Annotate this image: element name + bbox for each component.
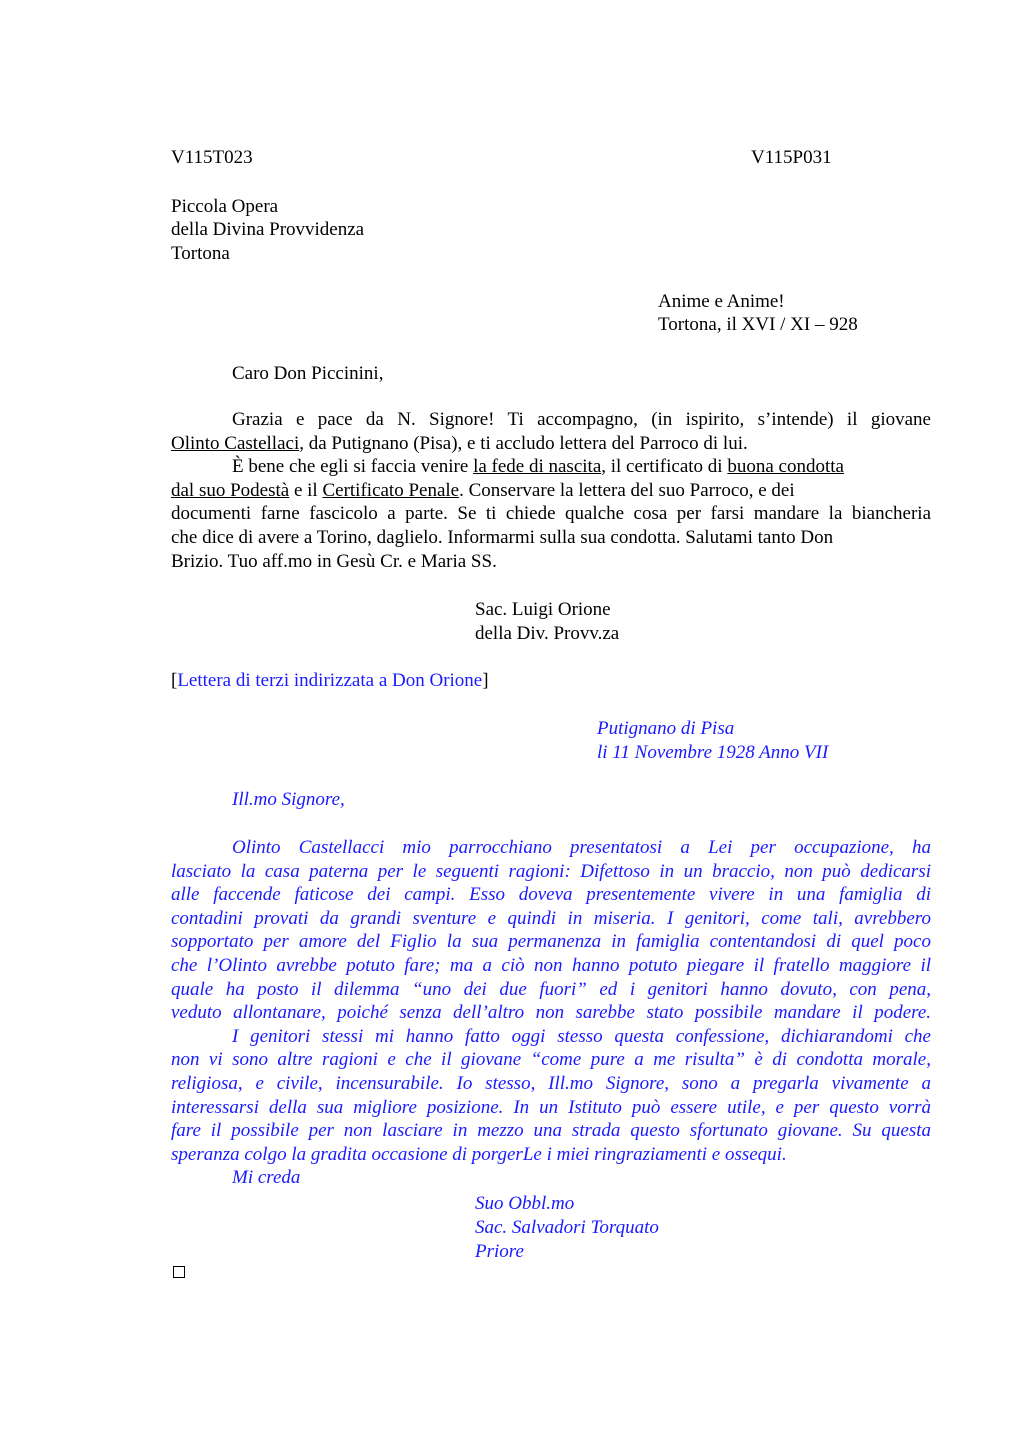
underlined-name: Olinto Castellaci: [171, 432, 300, 454]
body-text: È bene che egli si faccia venire: [232, 456, 474, 478]
letterhead-line-3: Tortona: [171, 243, 230, 264]
underlined-good-conduct: buona condotta: [727, 456, 844, 478]
body-line: [171, 479, 931, 503]
enclosure-line: che l’Olinto avrebbe potuto fare; ma a ciò non hanno potuto piegare il fratello maggiore il: [171, 954, 931, 976]
salutation: Caro Don Piccinini,: [232, 363, 384, 384]
enclosure-line: interessarsi della sua migliore posizione. In un Istituto può essere utile, e per questo vorrà: [171, 1096, 931, 1118]
enclosure-line: quale ha posto il dilemma “uno dei due fuori” ed i genitori hanno dovuto, con pena,: [171, 978, 931, 1000]
enclosure-line: religiosa, e civile, incensurabile. Io stesso, Ill.mo Signore, sono a pregarla vivamente a: [171, 1072, 931, 1094]
enclosure-line: non vi sono altre ragioni e che il giovane “come pure a me risulta” è di condotta morale,: [171, 1049, 931, 1071]
body-line: documenti farne fascicolo a parte. Se ti chiede qualche cosa per farsi mandare la biancheria: [171, 503, 931, 525]
body-text: . Conservare la lettera del suo Parroco, e dei: [459, 479, 795, 501]
enclosure-signature-line-3: Priore: [475, 1241, 524, 1262]
enclosure-line: I genitori stessi mi hanno fatto oggi stesso questa confessione, dichiarandomi che: [232, 1025, 931, 1047]
body-line: Grazia e pace da N. Signore! Ti accompagno, (in ispirito, s’intende) il giovane: [232, 409, 931, 430]
body-text: , il certificato di: [601, 456, 728, 478]
signature-line-2: della Div. Provv.za: [475, 623, 620, 644]
signature-line-1: Sac. Luigi Orione: [475, 599, 611, 620]
enclosure-closing: Mi creda: [232, 1167, 301, 1189]
underlined-penal-certificate: Certificato Penale: [322, 479, 460, 501]
enclosure-heading: [171, 669, 489, 693]
enclosure-date: li 11 Novembre 1928 Anno VII: [597, 742, 829, 763]
bracket-close: ]: [482, 670, 489, 691]
body-text: , da Putignano (Pisa), e ti accludo lettera del Parroco di lui.: [299, 432, 748, 454]
enclosure-signature-line-2: Sac. Salvadori Torquato: [475, 1217, 659, 1238]
enclosure-line: speranza colgo la gradita occasione di porgerLe i miei ringraziamenti e ossequi.: [171, 1143, 787, 1165]
enclosure-line: lasciato la casa paterna per le seguenti ragioni: Difettoso in un braccio, non può dedicarsi: [171, 860, 931, 882]
enclosure-title: Lettera di terzi indirizzata a Don Orione: [177, 670, 483, 691]
enclosure-signature-line-1: Suo Obbl.mo: [475, 1193, 575, 1214]
bracket-open: [: [171, 670, 178, 691]
archive-code-right: V115P031: [751, 147, 832, 168]
motto: Anime e Anime!: [658, 291, 785, 312]
letter-body: [171, 408, 931, 573]
enclosure-body: [171, 836, 931, 1190]
underlined-podesta: dal suo Podestà: [171, 479, 290, 501]
archive-code-left: V115T023: [171, 147, 253, 168]
enclosure-line: contadini provati da grandi sventure e quindi in miseria. I genitori, come tali, avrebbero: [171, 907, 931, 929]
body-line: che dice di avere a Torino, daglielo. Informarmi sulla sua condotta. Salutami tanto Don: [171, 526, 834, 548]
enclosure-line: sopportato per amore del Figlio la sua permanenza in famiglia contentandosi di quel poco: [171, 931, 931, 953]
enclosure-place: Putignano di Pisa: [597, 718, 735, 739]
body-line: Brizio. Tuo aff.mo in Gesù Cr. e Maria SS.: [171, 550, 497, 572]
letterhead-line-2: della Divina Provvidenza: [171, 219, 365, 240]
letter-date: Tortona, il XVI / XI – 928: [658, 314, 858, 335]
enclosure-salutation: Ill.mo Signore,: [232, 789, 345, 810]
underlined-birth-certificate: la fede di nascita: [473, 456, 602, 478]
letterhead-line-1: Piccola Opera: [171, 196, 279, 217]
body-text: e il: [289, 479, 323, 501]
enclosure-line: Olinto Castellacci mio parrocchiano presentatosi a Lei per occupazione, ha: [232, 837, 931, 858]
enclosure-line: fare il possibile per non lasciare in mezzo una strada questo sfortunato giovane. Su questa: [171, 1120, 931, 1142]
end-marker-square-icon: [173, 1266, 185, 1278]
enclosure-line: alle faccende faticose dei campi. Esso doveva presentemente vivere in una famiglia di: [171, 884, 931, 906]
enclosure-line: veduto allontanare, poiché senza dell’altro non sarebbe stato possibile mandare il podere.: [171, 1002, 931, 1024]
body-line: [171, 455, 931, 479]
body-line: [171, 432, 931, 456]
